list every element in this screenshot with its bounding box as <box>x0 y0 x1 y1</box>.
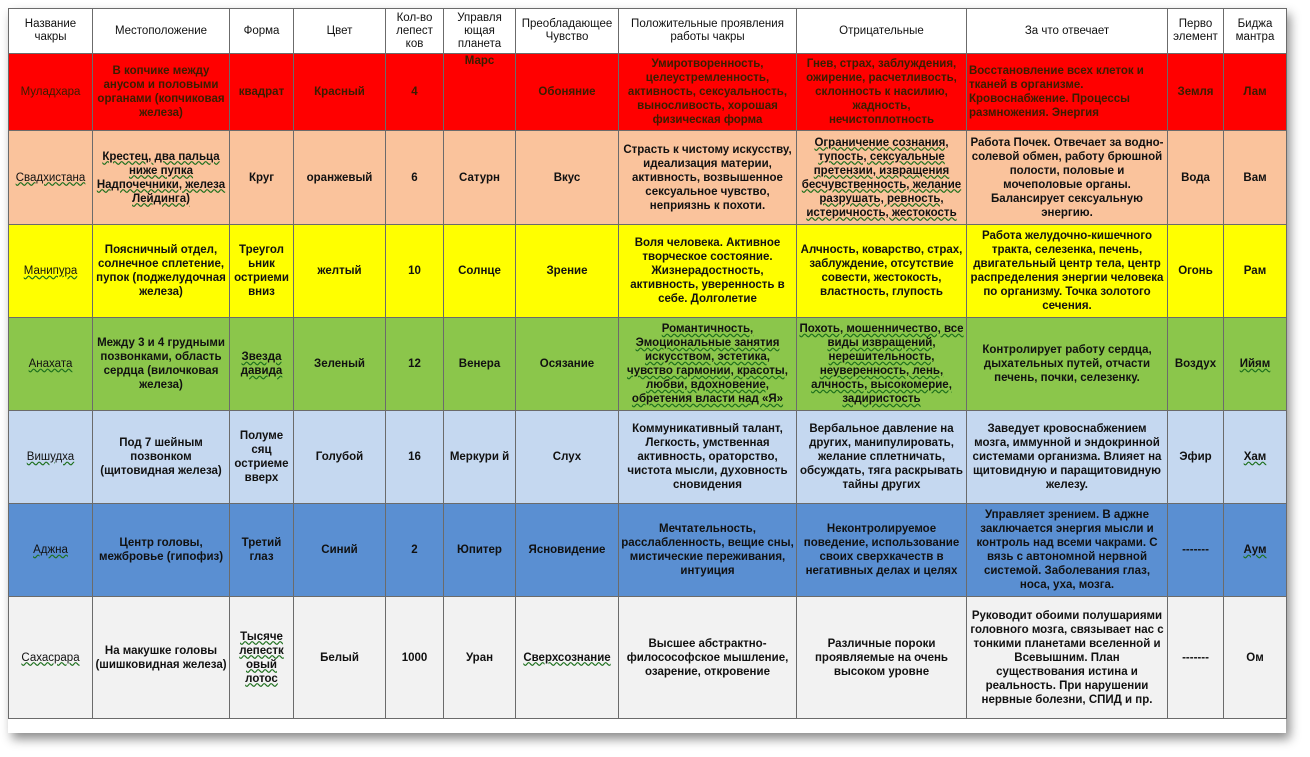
cell-planet: Уран <box>444 597 516 719</box>
cell-shape: квадрат <box>230 54 294 131</box>
cell-planet: Юпитер <box>444 504 516 597</box>
header-sense: Преобладающее Чувство <box>516 9 619 54</box>
cell-negative: Вербальное давление на других, манипулировать, желание сплетничать, обсуждать, тяга раскрывать тайны других <box>797 411 967 504</box>
cell-mantra: Лам <box>1224 54 1287 131</box>
cell-planet: Солнце <box>444 225 516 318</box>
table-row <box>9 225 1287 318</box>
cell-function: Управляет зрением. В аджне заключается энергия мысли и контроль над всеми чакрами. С вязь с автономной нервной системой. Заболевания глаз, носа, уха, мозга. <box>967 504 1168 597</box>
cell-shape: Третий глаз <box>230 504 294 597</box>
cell-mantra: Аум <box>1224 504 1287 597</box>
cell-positive: Высшее абстрактно-филосософское мышление, озарение, откровение <box>619 597 797 719</box>
cell-mantra: Хам <box>1224 411 1287 504</box>
cell-petals: 4 <box>386 54 444 131</box>
cell-mantra: Ом <box>1224 597 1287 719</box>
table-row <box>9 504 1287 597</box>
cell-positive: Умиротворенность, целеустремленность, активность, сексуальность, выносливость, хорошая физическая форма <box>619 54 797 131</box>
cell-mantra: Вам <box>1224 131 1287 225</box>
header-name: Название чакры <box>9 9 93 54</box>
header-mantra: Биджа мантра <box>1224 9 1287 54</box>
header-planet: Управля ющая планета <box>444 9 516 54</box>
cell-positive: Мечтательность, расслабленность, вещие сны, мистические переживания, интуиция <box>619 504 797 597</box>
cell-shape: Звезда давида <box>230 318 294 411</box>
cell-element: Земля <box>1168 54 1224 131</box>
cell-element: ------- <box>1168 504 1224 597</box>
cell-sense: Слух <box>516 411 619 504</box>
cell-sense: Осязание <box>516 318 619 411</box>
cell-color: Голубой <box>294 411 386 504</box>
cell-planet: Сатурн <box>444 131 516 225</box>
cell-location: Центр головы, межбровье (гипофиз) <box>93 504 230 597</box>
cell-color: Белый <box>294 597 386 719</box>
table-row <box>9 411 1287 504</box>
cell-sense: Вкус <box>516 131 619 225</box>
cell-function: Работа желудочно-кишечного тракта, селезенка, печень, двигательный центр тела, центр распределения энергии человека по организму. Точка золотого сечения. <box>967 225 1168 318</box>
cell-name: Вишудха <box>9 411 93 504</box>
cell-location: На макушке головы (шишковидная железа) <box>93 597 230 719</box>
header-color: Цвет <box>294 9 386 54</box>
cell-shape: Круг <box>230 131 294 225</box>
header-row <box>9 9 1287 54</box>
cell-petals: 1000 <box>386 597 444 719</box>
cell-function: Восстановление всех клеток и тканей в организме. Кровоснабжение. Процессы размножения. Энергия <box>967 54 1168 131</box>
cell-color: Зеленый <box>294 318 386 411</box>
table-row <box>9 597 1287 719</box>
cell-negative: Ограничение сознания, тупость, сексуальные претензии, извращения бесчувственность, желание разрушать, ревность, истеричность, жестокость <box>797 131 967 225</box>
cell-shape: Треугол ьник остриеми вниз <box>230 225 294 318</box>
table-row <box>9 131 1287 225</box>
header-location: Местоположение <box>93 9 230 54</box>
cell-shape: Тысяче лепестк овый лотос <box>230 597 294 719</box>
cell-mantra: Ийям <box>1224 318 1287 411</box>
cell-shape: Полуме сяц остриеме вверх <box>230 411 294 504</box>
cell-petals: 6 <box>386 131 444 225</box>
cell-negative: Неконтролируемое поведение, использование своих сверхкачеств в негативных делах и целях <box>797 504 967 597</box>
cell-negative: Похоть, мошенничество, все виды извращений, нерешительность, неуверенность, лень, алчность, высокомерие, задиристость <box>797 318 967 411</box>
cell-color: Красный <box>294 54 386 131</box>
cell-color: Синий <box>294 504 386 597</box>
cell-sense: Ясновидение <box>516 504 619 597</box>
cell-name: Свадхистана <box>9 131 93 225</box>
chakra-table-sheet <box>8 8 1286 733</box>
cell-element: Огонь <box>1168 225 1224 318</box>
cell-color: оранжевый <box>294 131 386 225</box>
cell-name: Анахата <box>9 318 93 411</box>
cell-element: Эфир <box>1168 411 1224 504</box>
cell-petals: 12 <box>386 318 444 411</box>
cell-petals: 10 <box>386 225 444 318</box>
cell-element: Воздух <box>1168 318 1224 411</box>
cell-planet: Венера <box>444 318 516 411</box>
cell-location: Между 3 и 4 грудными позвонками, область сердца (вилочковая железа) <box>93 318 230 411</box>
header-shape: Форма <box>230 9 294 54</box>
cell-planet: Марс <box>444 54 516 131</box>
cell-positive: Коммуникативный талант, Легкость, умственная активность, ораторство, чистота мысли, духовность сновидения <box>619 411 797 504</box>
chakra-table <box>8 8 1287 719</box>
table-row <box>9 54 1287 131</box>
cell-sense: Обоняние <box>516 54 619 131</box>
cell-color: желтый <box>294 225 386 318</box>
cell-function: Руководит обоими полушариями головного мозга, связывает нас с тонкими планетами вселенной и Всевышним. План существования истина и реальность. При нарушении нервные болезни, СПИД и пр. <box>967 597 1168 719</box>
header-petals: Кол-во лепест ков <box>386 9 444 54</box>
cell-positive: Воля человека. Активное творческое состояние. Жизнерадостность, активность, уверенность в себе. Долголетие <box>619 225 797 318</box>
cell-petals: 16 <box>386 411 444 504</box>
cell-negative: Гнев, страх, заблуждения, ожирение, расчетливость, склонность к насилию, жадность, нечистоплотность <box>797 54 967 131</box>
header-positive: Положительные проявления работы чакры <box>619 9 797 54</box>
cell-name: Манипура <box>9 225 93 318</box>
cell-name: Аджна <box>9 504 93 597</box>
header-element: Перво элемент <box>1168 9 1224 54</box>
cell-name: Муладхара <box>9 54 93 131</box>
cell-positive: Страсть к чистому искусству, идеализация материи, активность, возвышенное сексуальное чувство, неприязнь к похоти. <box>619 131 797 225</box>
cell-sense: Зрение <box>516 225 619 318</box>
cell-mantra: Рам <box>1224 225 1287 318</box>
cell-element: Вода <box>1168 131 1224 225</box>
cell-sense: Сверхсознание <box>516 597 619 719</box>
cell-positive: Романтичность, Эмоциональные занятия искусством, эстетика, чувство гармонии, красоты, любви, вдохновение, обретения власти над «Я» <box>619 318 797 411</box>
cell-location: Поясничный отдел, солнечное сплетение, пупок (поджелудочная железа) <box>93 225 230 318</box>
cell-location: В копчике между анусом и половыми органами (копчиковая железа) <box>93 54 230 131</box>
cell-location: Под 7 шейным позвонком (щитовидная железа) <box>93 411 230 504</box>
cell-location: Крестец, два пальца ниже пупка Надпочечники, железа Лейдинга) <box>93 131 230 225</box>
cell-name: Сахасрара <box>9 597 93 719</box>
header-negative: Отрицательные <box>797 9 967 54</box>
cell-function: Заведует кровоснабжением мозга, иммунной и эндокринной системами организма. Влияет на щитовидную и паращитовидную железу. <box>967 411 1168 504</box>
cell-planet: Меркури й <box>444 411 516 504</box>
table-row <box>9 318 1287 411</box>
cell-function: Контролирует работу сердца, дыхательных путей, отчасти печень, почки, селезенку. <box>967 318 1168 411</box>
cell-function: Работа Почек. Отвечает за водно-солевой обмен, работу брюшной полости, половые и мочеполовые органы. Балансирует сексуальную энергию. <box>967 131 1168 225</box>
cell-element: ------- <box>1168 597 1224 719</box>
cell-negative: Алчность, коварство, страх, заблуждение, отсутствие совести, жестокость, властность, глупость <box>797 225 967 318</box>
cell-negative: Различные пороки проявляемые на очень высоком уровне <box>797 597 967 719</box>
cell-petals: 2 <box>386 504 444 597</box>
header-function: За что отвечает <box>967 9 1168 54</box>
